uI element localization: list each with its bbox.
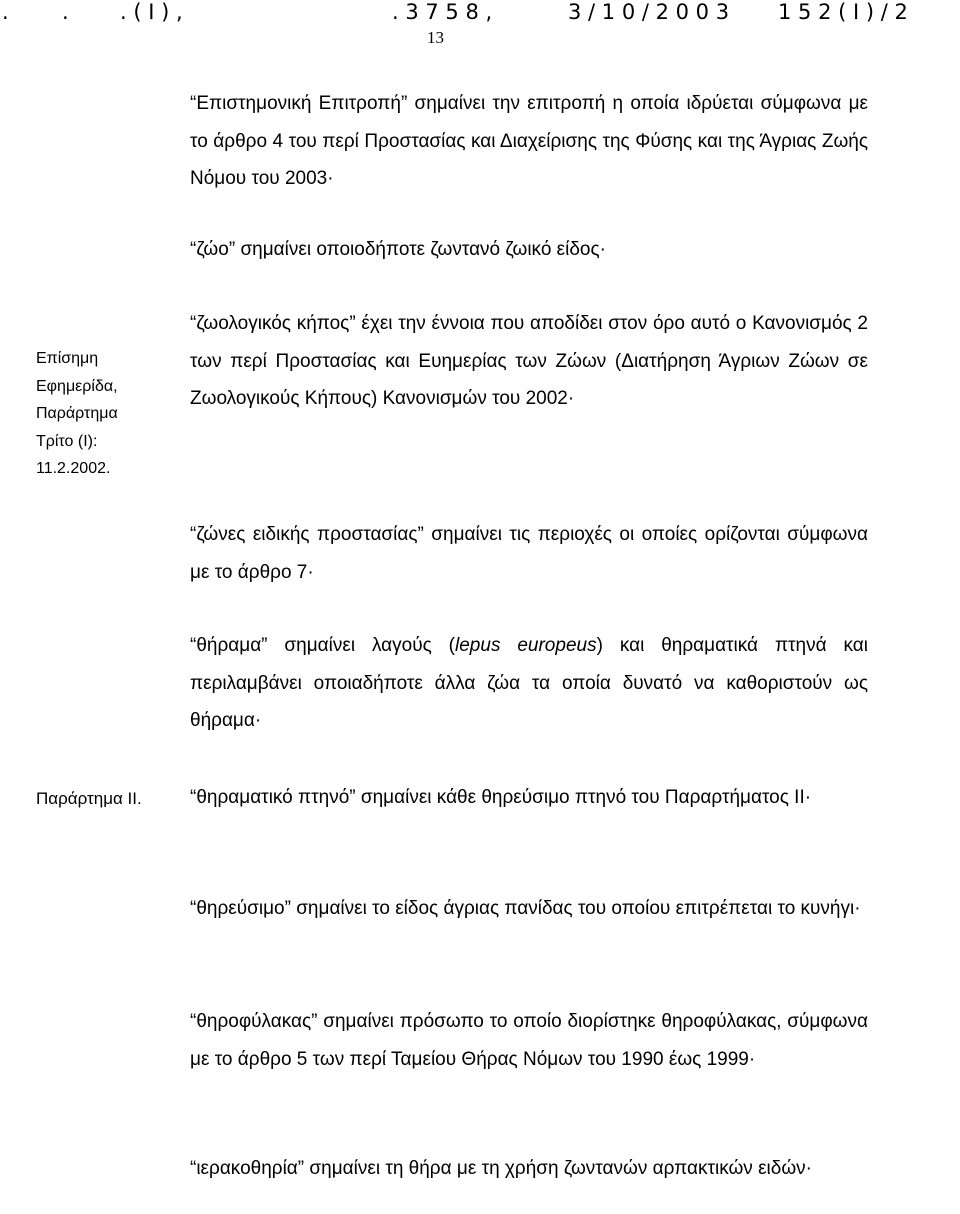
header-law-number: . ( Ι ) , (120, 0, 183, 24)
definition-special-protection-zones: “ζώνες ειδικής προστασίας” σημαίνει τις περιοχές οι οποίες ορίζονται σύμφωνα με το άρθρο 7· (190, 524, 868, 583)
margin-note-annex: Παράρτημα ΙΙ. (36, 789, 142, 808)
header-dot-2: . (62, 0, 69, 24)
margin-note-line: Παράρτημα (36, 405, 118, 422)
definition-zoo: “ζωολογικός κήπος” έχει την έννοια που αποδίδει στον όρο αυτό ο Κανονισμός 2 των περί Προστασίας και Ευημερίας των Ζώων (Διατήρηση Άγριων Ζώων σε Ζωολογικούς Κήπους) Κανονισμών του 2002· (190, 313, 868, 409)
margin-note-line: Τρίτο (Ι): (36, 432, 98, 450)
margin-note-line: 11.2.2002. (36, 460, 111, 477)
definition-game-bird: “θηραματικό πτηνό” σημαίνει κάθε θηρεύσιμο πτηνό του Παραρτήματος ΙΙ· (190, 787, 812, 808)
page-number: 13 (427, 28, 444, 47)
species-latin-name: lepus europeus (455, 635, 597, 656)
header-law-id: 1 5 2 ( Ι ) / 2 (778, 0, 908, 24)
definition-animal: “ζώο” σημαίνει οποιοδήποτε ζωντανό ζωικό είδος· (190, 239, 606, 260)
definition-game-warden: “θηροφύλακας” σημαίνει πρόσωπο το οποίο διορίστηκε θηροφύλακας, σύμφωνα με το άρθρο 5 των περί Ταμείου Θήρας Νόμων του 1990 έως 1999· (190, 1011, 868, 1070)
margin-note-line: Επίσημη (36, 350, 99, 367)
definition-game (190, 627, 868, 740)
header-date: 3 / 1 0 / 2 0 0 3 (568, 0, 730, 24)
definition-falconry: “ιερακοθηρία” σημαίνει τη θήρα με τη χρήση ζωντανών αρπακτικών ειδών· (190, 1158, 812, 1179)
definition-scientific-committee: “Επιστημονική Επιτροπή” σημαίνει την επιτροπή η οποία ιδρύεται σύμφωνα με το άρθρο 4 του περί Προστασίας και Διαχείρισης της Φύσης και της Άγριας Ζωής Νόμου του 2003· (190, 93, 868, 189)
margin-note-gazette (36, 345, 176, 483)
header-dot-1: . (2, 0, 9, 24)
margin-note-line: Εφημερίδα, (36, 377, 118, 395)
definition-game-text-end: ) και θηραματικά πτηνά και περιλαμβάνει οποιαδήποτε άλλα ζώα τα οποία δυνατό να καθοριστούν ως θήραμα· (190, 635, 868, 731)
header-issue-number: . 3 7 5 8 , (392, 0, 493, 24)
definition-game-text-start: “θήραμα” σημαίνει λαγούς ( (190, 635, 456, 656)
page-header (0, 0, 960, 28)
definition-huntable: “θηρεύσιμο” σημαίνει το είδος άγριας πανίδας του οποίου επιτρέπεται το κυνήγι· (190, 898, 861, 919)
